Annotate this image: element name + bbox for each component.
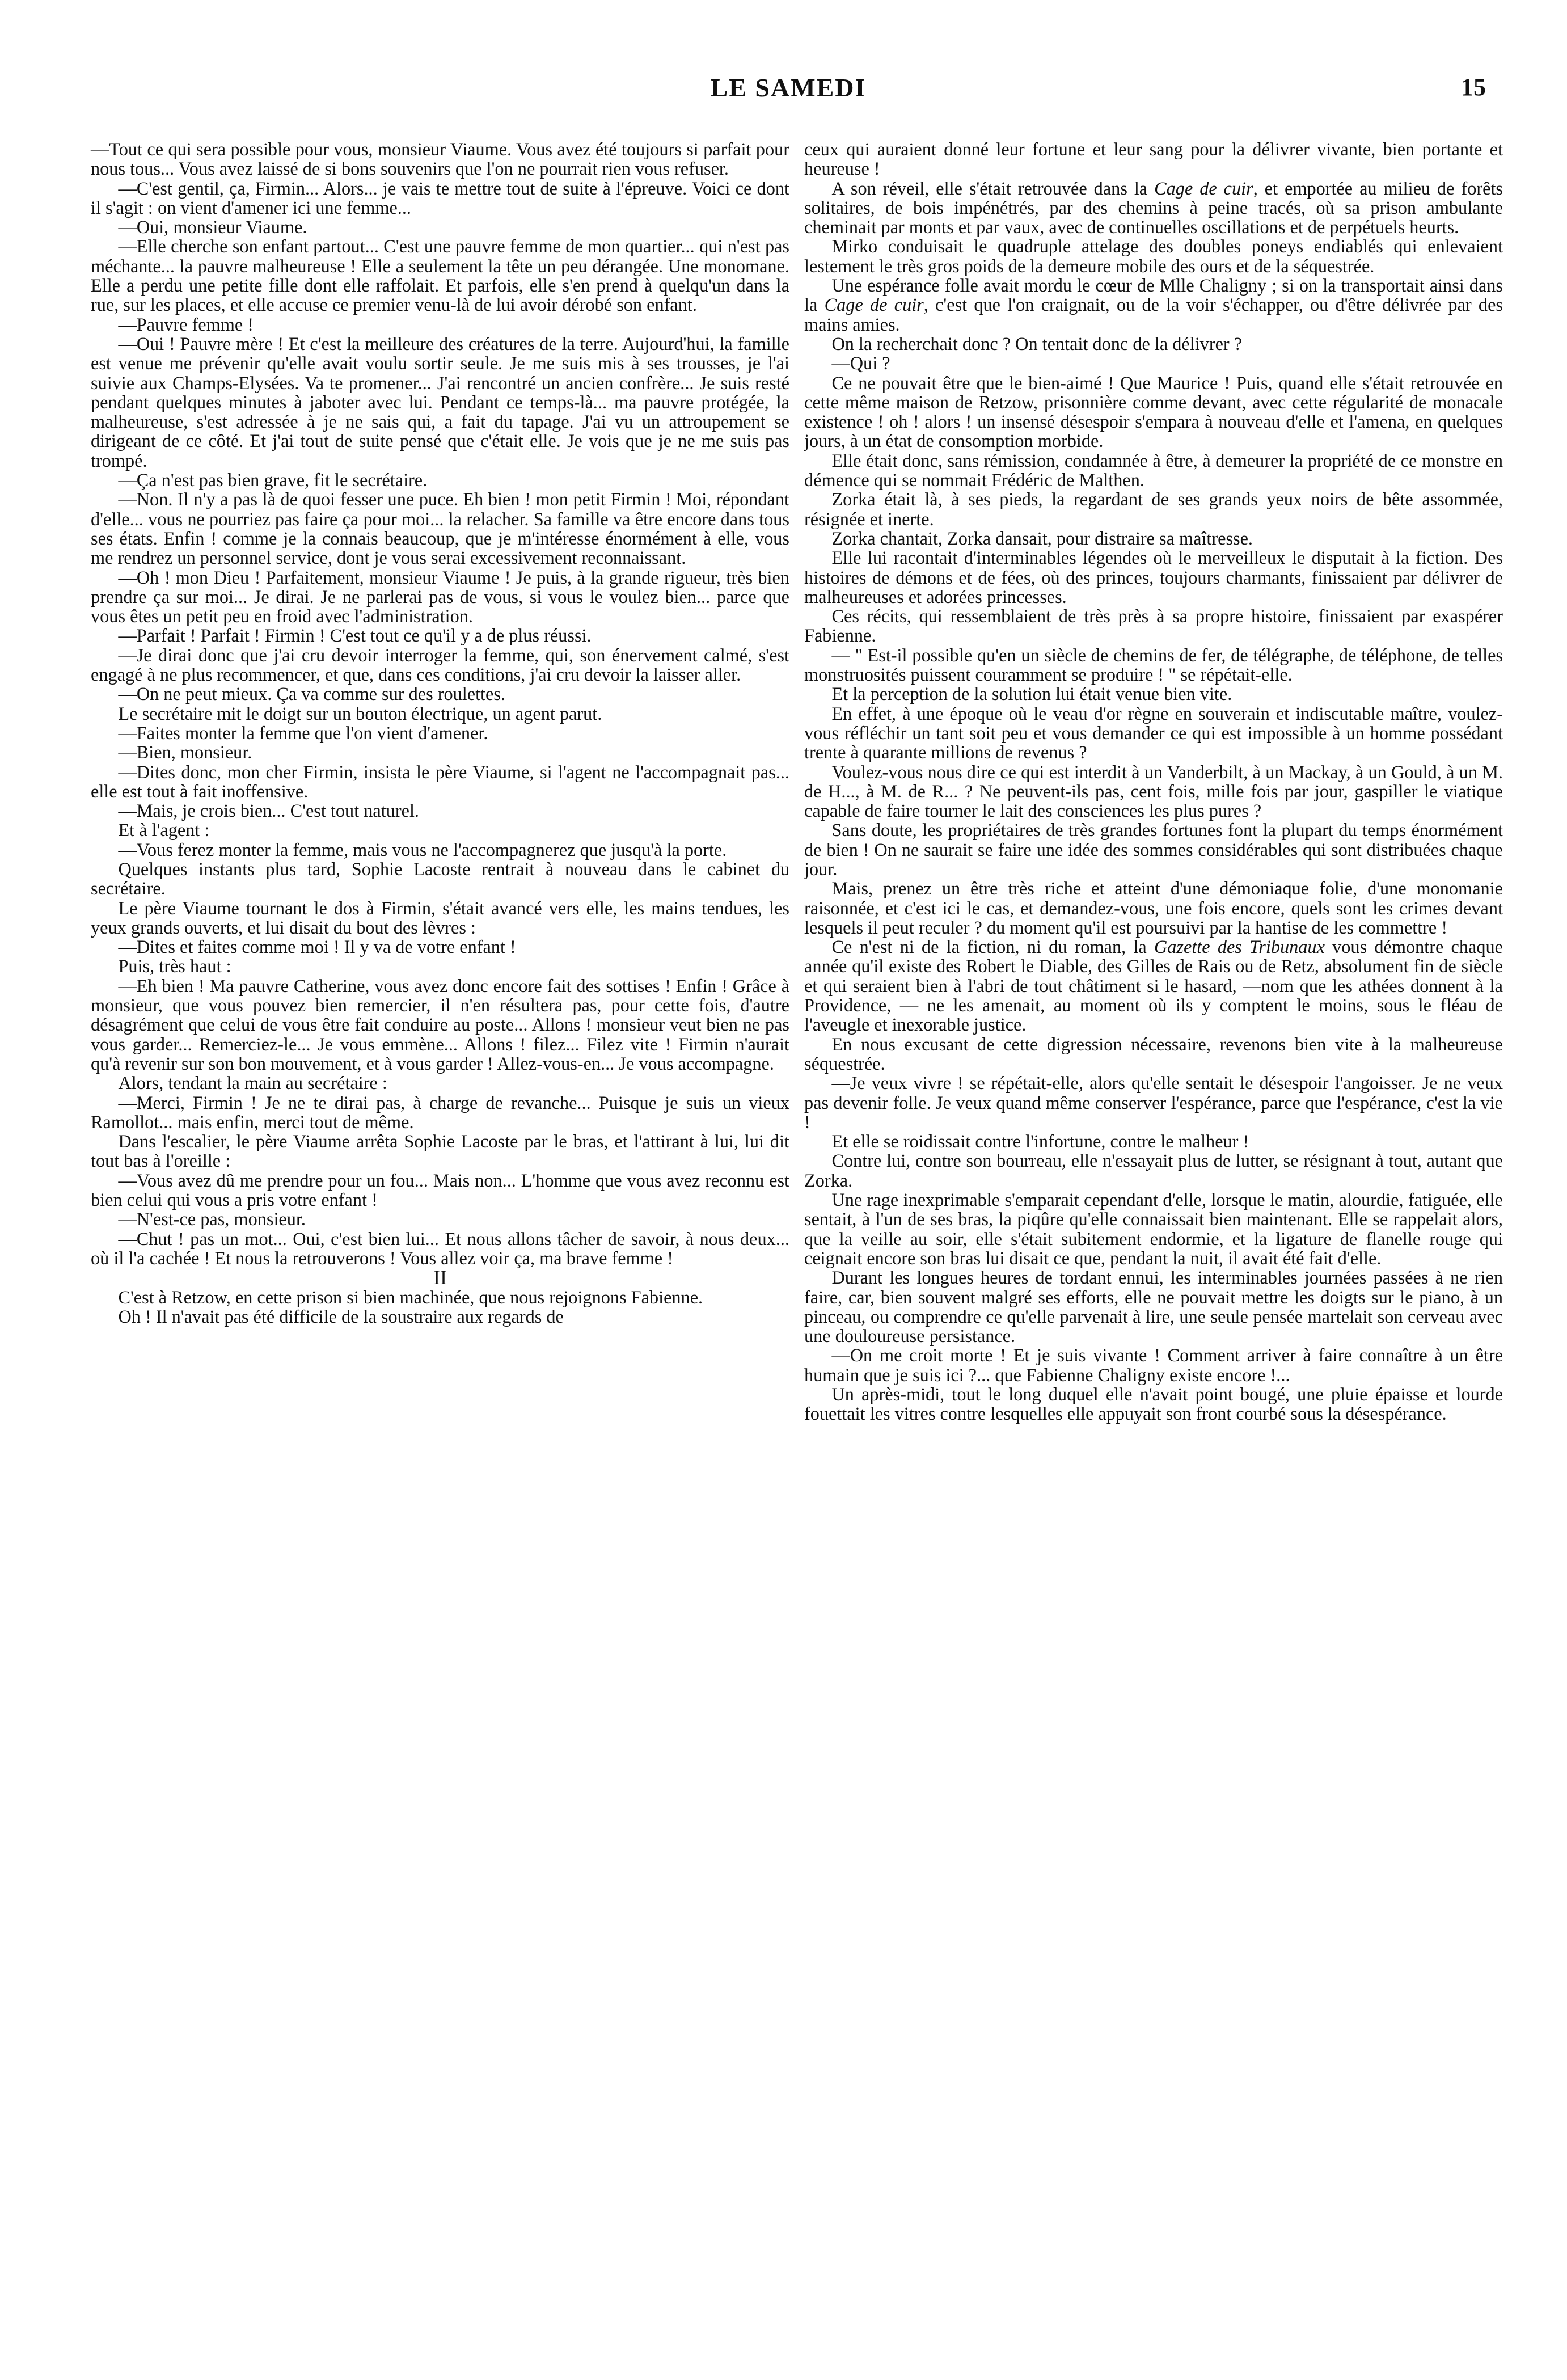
page-header xyxy=(91,73,1486,112)
paragraph: —Tout ce qui sera possible pour vous, monsieur Viaume. Vous avez été toujours si parfait pour nous tous... Vous avez laissé de si bons souvenirs que l'on ne pourrait rien vous refuser. xyxy=(91,139,789,179)
paragraph: — " Est-il possible qu'en un siècle de chemins de fer, de télégraphe, de téléphone, de telles monstruosités puissent couramment se produire ! " se répétait-elle. xyxy=(804,644,1503,685)
paragraph: —Je dirai donc que j'ai cru devoir interroger la femme, qui, son énervement calmé, s'est engagé à ne plus recommencer, et que, dans ces conditions, j'ai cru devoir la laisser aller. xyxy=(91,644,789,685)
paragraph xyxy=(804,179,1503,237)
paragraph: Sans doute, les propriétaires de très grandes fortunes font la plupart du temps énormément de bien ! On ne saurait se faire une idée des sommes considérables qui sont distribuées chaque jour. xyxy=(804,820,1503,879)
paragraph: Elle était donc, sans rémission, condamnée à être, à demeurer la propriété de ce monstre en démence qui se nommait Frédéric de Malthen. xyxy=(804,450,1503,491)
paragraph: —Elle cherche son enfant partout... C'est une pauvre femme de mon quartier... qui n'est pas méchante... la pauvre malheureuse ! Elle a seulement la tête un peu dérangée. Une monomane. Elle a perdu une petite fille dont elle raffolait. Et parfois, elle s'en prend à quelqu'un dans la rue, sur les places, et elle accuse ce premier venu-là de lui avoir dérobé son enfant. xyxy=(91,236,789,315)
paragraph: Le père Viaume tournant le dos à Firmin, s'était avancé vers elle, les mains tendues, les yeux grands ouverts, et lui disait du bout des lèvres : xyxy=(91,897,789,938)
paragraph: Zorka chantait, Zorka dansait, pour distraire sa maîtresse. xyxy=(831,528,1253,548)
paragraph: —Je veux vivre ! se répétait-elle, alors qu'elle sentait le désespoir l'angoisser. Je ne veux pas devenir folle. Je veux quand même conserver l'espérance, parce que l'espérance, c'est la vie ! xyxy=(804,1073,1503,1132)
paragraph: ceux qui auraient donné leur fortune et leur sang pour la délivrer vivante, bien portante et heureuse ! xyxy=(804,139,1503,179)
paragraph: —Dites et faites comme moi ! Il y va de votre enfant ! xyxy=(118,936,516,957)
paragraph: —Ça n'est pas bien grave, fit le secrétaire. xyxy=(118,470,428,491)
italic-title: Cage de cuir xyxy=(1154,178,1253,199)
paragraph: Alors, tendant la main au secrétaire : xyxy=(118,1073,387,1094)
paragraph: Une rage inexprimable s'emparait cependant d'elle, lorsque le matin, alourdie, fatiguée, elle sentait, à l'un de ses bras, la piqûre qu'elle connaissait bien maintenant. Elle se rappelait alors, que la veille au soir, elle s'était subitement endormie, et la ligature de flanelle rouge qui ceignait encore son bras lui disait ce que, pendant la nuit, il avait été fait d'elle. xyxy=(804,1189,1503,1268)
paragraph: —Vous avez dû me prendre pour un fou... Mais non... L'homme que vous avez reconnu est bien celui qui vous a pris votre enfant ! xyxy=(91,1170,789,1210)
paragraph: —On me croit morte ! Et je suis vivante ! Comment arriver à faire connaître à un être humain que je suis ici ?... que Fabienne Chaligny existe encore !... xyxy=(804,1345,1503,1385)
paragraph: Oh ! Il n'avait pas été difficile de la soustraire aux regards de xyxy=(118,1306,564,1327)
paragraph: Puis, très haut : xyxy=(118,956,231,977)
paragraph: —Vous ferez monter la femme, mais vous ne l'accompagnerez que jusqu'à la porte. xyxy=(118,839,727,860)
paragraph: —Bien, monsieur. xyxy=(118,742,252,763)
paragraph xyxy=(804,937,1503,1034)
paragraph: —Parfait ! Parfait ! Firmin ! C'est tout ce qu'il y a de plus réussi. xyxy=(118,625,592,646)
paragraph: —Pauvre femme ! xyxy=(118,314,254,335)
text-run: , c'est que l'on craignait, ou de la voir s'échapper, ou d'être délivrée par des mains amies. xyxy=(804,294,1503,335)
paragraph: En effet, à une époque où le veau d'or règne en souverain et indiscutable maître, voulez-vous réfléchir un tant soit peu et vous demander ce qui est impossible à un homme possédant trente à quarante millions de revenus ? xyxy=(804,703,1503,763)
paragraph: —Dites donc, mon cher Firmin, insista le père Viaume, si l'agent ne l'accompagnait pas... elle est tout à fait inoffensive. xyxy=(91,761,789,801)
paragraph: —Faites monter la femme que l'on vient d'amener. xyxy=(118,722,488,743)
paragraph: —N'est-ce pas, monsieur. xyxy=(118,1209,306,1230)
paragraph: Durant les longues heures de tordant ennui, les interminables journées passées à ne rien faire, car, bien souvent malgré ses efforts, elle ne pouvait mettre les doigts sur le piano, à un pinceau, ou comprendre ce qu'elle parvenait à lire, une seule pensée martelait son cerveau avec une douloureuse persistance. xyxy=(804,1267,1503,1347)
paragraph: Et la perception de la solution lui était venue bien vite. xyxy=(831,683,1232,704)
text-run: vous démontre chaque année qu'il existe des Robert le Diable, des Gilles de Rais ou de Retz, absolument fin de siècle et qui seraient bien à l'abri de tout châtiment si le hasard, —nom que les athées donnent à la Providence, — ne les amenait, au moment où ils y comptent le moins, sous le fléau de l'aveugle et inexorable justice. xyxy=(804,936,1503,1035)
text-run: , et emportée au milieu de forêts solitaires, de bois impénétrés, par des chemins à peine tracés, où sa prison ambulante cheminait par monts et par vaux, avec de continuelles oscillations et de perpétuels heurts. xyxy=(804,178,1503,238)
running-title: LE SAMEDI xyxy=(710,73,867,102)
paragraph: Un après-midi, tout le long duquel elle n'avait point bougé, une pluie épaisse et lourde fouettait les vitres contre lesquelles elle appuyait son front courbé sous la désespérance. xyxy=(804,1384,1503,1424)
paragraph: —Oh ! mon Dieu ! Parfaitement, monsieur Viaume ! Je puis, à la grande rigueur, très bien prendre ça sur moi... Je dirai. Je ne parlerai pas de vous, si vous le voulez bien... parce que vous êtes un petit peu en froid avec l'administration. xyxy=(91,567,789,627)
paragraph: —Chut ! pas un mot... Oui, c'est bien lui... Et nous allons tâcher de savoir, à nous deux... où il l'a cachée ! Et nous la retrouverons ! Vous allez voir ça, ma brave femme ! xyxy=(91,1228,789,1268)
paragraph: —Eh bien ! Ma pauvre Catherine, vous avez donc encore fait des sottises ! Enfin ! Grâce à monsieur, que vous pouvez bien remercier, il n'en résultera pas, pour cette fois, d'autre désagrément que celui de vous être fait conduire au poste... Allons ! monsieur veut bien ne pas vous garder... Remerciez-le... Je vous emmène... Allons ! filez... Filez vite ! Firmin n'aurait qu'à revenir sur son bon mouvement, et à vous garder ! Allez-vous-en... Je vous accompagne. xyxy=(91,975,789,1074)
paragraph: —Non. Il n'y a pas là de quoi fesser une puce. Eh bien ! mon petit Firmin ! Moi, répondant d'elle... vous ne pourriez pas faire ça pour moi... la relacher. Sa famille va être encore dans tous ses états. Enfin ! comme je la connais beaucoup, que je m'intéresse énormément à elle, vous me rendrez un personnel service, dont je vous serai excessivement reconnaissant. xyxy=(91,489,789,568)
section-number: II xyxy=(433,1266,447,1289)
italic-title: Gazette des Tribunaux xyxy=(1154,936,1325,957)
paragraph: C'est à Retzow, en cette prison si bien machinée, que nous rejoignons Fabienne. xyxy=(118,1286,703,1307)
paragraph: Dans l'escalier, le père Viaume arrêta Sophie Lacoste par le bras, et l'attirant à lui, lui dit tout bas à l'oreille : xyxy=(91,1131,789,1171)
paragraph: Ces récits, qui ressemblaient de très près à sa propre histoire, finissaient par exaspérer Fabienne. xyxy=(804,606,1503,646)
paragraph: —C'est gentil, ça, Firmin... Alors... je vais te mettre tout de suite à l'épreuve. Voici ce dont il s'agit : on vient d'amener ici une femme... xyxy=(91,178,789,218)
right-column xyxy=(804,140,1503,1424)
italic-title: Cage de cuir xyxy=(824,294,924,315)
paragraph: Voulez-vous nous dire ce qui est interdit à un Vanderbilt, à un Mackay, à un Gould, à un M. de H..., à M. de R... ? Ne peuvent-ils pas, cent fois, mille fois par jour, gaspiller le viatique capable de faire tourner le lait des consciences les plus pures ? xyxy=(804,761,1503,821)
paragraph: —Oui, monsieur Viaume. xyxy=(118,217,307,238)
text-run: Une espérance folle avait mordu le cœur de Mlle Chaligny ; si on la transportait ainsi dans la xyxy=(804,275,1503,315)
paragraph: Le secrétaire mit le doigt sur un bouton électrique, un agent parut. xyxy=(118,703,602,724)
left-column xyxy=(91,140,789,1326)
paragraph xyxy=(804,276,1503,334)
paragraph: Mirko conduisait le quadruple attelage des doubles poneys endiablés qui enlevaient lestement le très gros poids de la demeure mobile des ours et de la séquestrée. xyxy=(804,236,1503,276)
paragraph: —Merci, Firmin ! Je ne te dirai pas, à charge de revanche... Puisque je suis un vieux Ramollot... mais enfin, merci tout de même. xyxy=(91,1092,789,1132)
paragraph: Et elle se roidissait contre l'infortune, contre le malheur ! xyxy=(831,1131,1249,1152)
paragraph: En nous excusant de cette digression nécessaire, revenons bien vite à la malheureuse séquestrée. xyxy=(804,1033,1503,1074)
paragraph: —Mais, je crois bien... C'est tout naturel. xyxy=(118,800,419,821)
paragraph: Et à l'agent : xyxy=(118,820,210,841)
paragraph: Elle lui racontait d'interminables légendes où le merveilleux le disputait à la fiction. Des histoires de démons et de fées, où des princes, toujours charmants, finissaient par délivrer de malheureuses et adorées princesses. xyxy=(804,547,1503,607)
paragraph: —On ne peut mieux. Ça va comme sur des roulettes. xyxy=(118,683,505,704)
paragraph: On la recherchait donc ? On tentait donc de la délivrer ? xyxy=(831,333,1243,354)
paragraph: —Oui ! Pauvre mère ! Et c'est la meilleure des créatures de la terre. Aujourd'hui, la famille est venue me prévenir qu'elle avait voulu sortir seule. Je me suis mis à ses trousses, je l'ai suivie aux Champs-Elysées. Va te promener... J'ai rencontré un ancien confrère... Je suis resté pendant quelques minutes à jaboter avec lui. Pendant ce temps-là... ma pauvre protégée, la malheureuse, s'est adressée à je ne sais qui, a fait du tapage. J'ai vu un attroupement se dirigeant de ce côté. Et j'ai tout de suite pensé que c'était elle. Je vois que je ne me suis pas trompé. xyxy=(91,333,789,471)
page-number: 15 xyxy=(1461,73,1486,101)
paragraph: Zorka était là, à ses pieds, la regardant de ses grands yeux noirs de bête assommée, résignée et inerte. xyxy=(804,489,1503,529)
paragraph: Mais, prenez un être très riche et atteint d'une démoniaque folie, d'une monomanie raisonnée, et c'est ici le cas, et demandez-vous, une fois encore, quels sont les crimes devant lesquels il peut reculer ? du moment qu'il est poursuivi par la hantise de les commettre ! xyxy=(804,878,1503,938)
paragraph: —Qui ? xyxy=(831,353,890,374)
paragraph: Quelques instants plus tard, Sophie Lacoste rentrait à nouveau dans le cabinet du secrétaire. xyxy=(91,858,789,899)
paragraph: Ce ne pouvait être que le bien-aimé ! Que Maurice ! Puis, quand elle s'était retrouvée en cette même maison de Retzow, prisonnière comme devant, avec cette régularité de monacale existence ! oh ! alors ! un insensé désespoir s'empara à nouveau d'elle et l'amena, en quelques jours, à un état de consomption morbide. xyxy=(804,372,1503,451)
paragraph: Contre lui, contre son bourreau, elle n'essayait plus de lutter, se résignant à tout, autant que Zorka. xyxy=(804,1150,1503,1191)
text-run: A son réveil, elle s'était retrouvée dans la xyxy=(831,178,1155,199)
text-run: Ce n'est ni de la fiction, ni du roman, la xyxy=(831,936,1154,957)
